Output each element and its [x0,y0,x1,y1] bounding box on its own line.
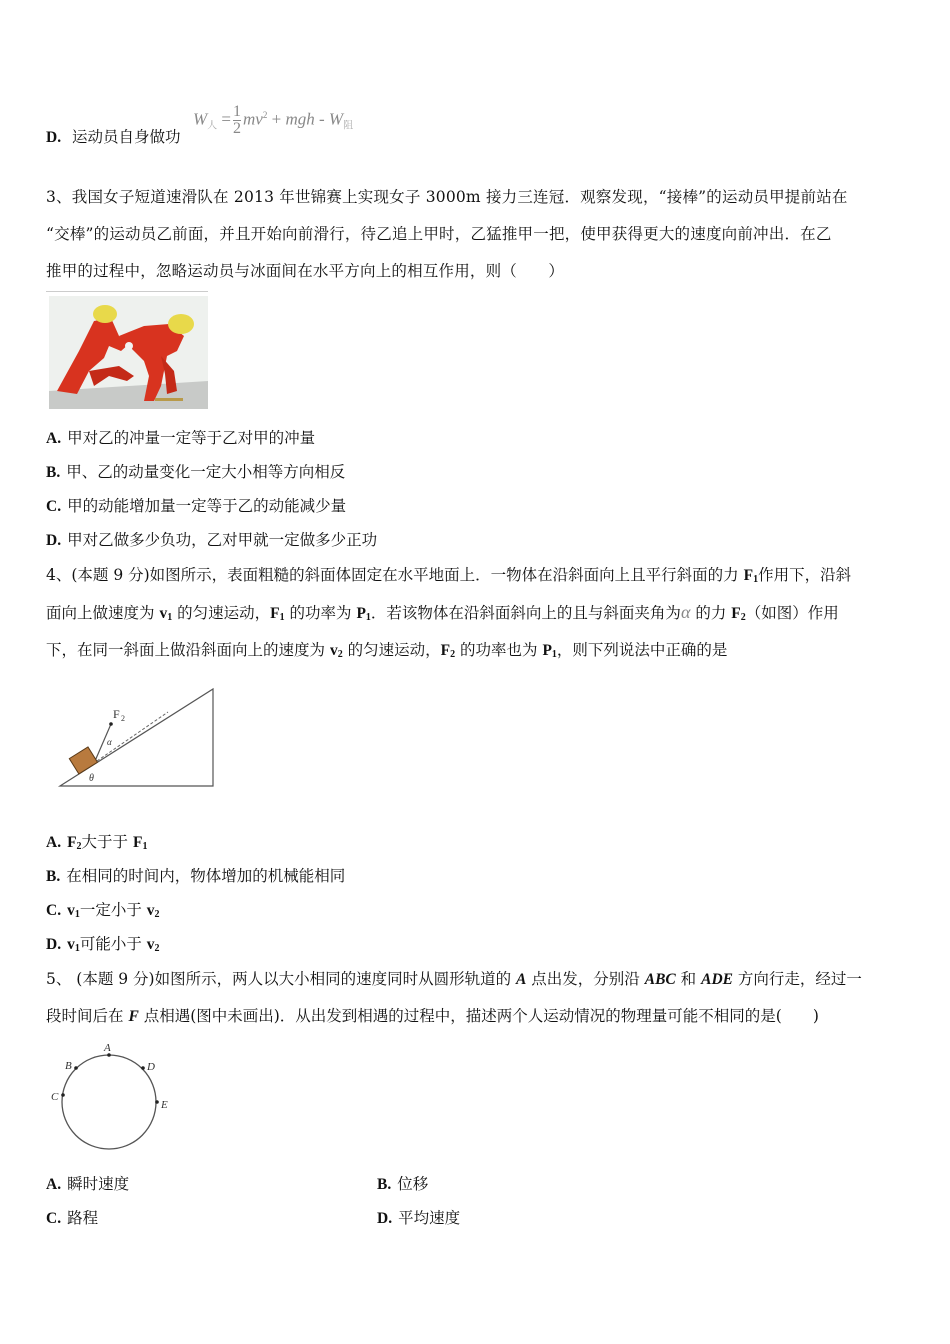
symbol-f: F [440,642,451,659]
option-label: A. [46,430,62,447]
symbol: v [146,936,155,953]
q4-stem-line-3 [46,640,727,665]
prev-option-d [46,127,181,148]
stem-text: 4、(本题 9 分)如图所示，表面粗糙的斜面体固定在水平地面上．一物体在沿斜面向上且平行斜面的力 [46,566,744,584]
formula-w: W [193,109,208,129]
label-c: C [51,1091,59,1103]
stem-text: 和 [675,970,702,988]
q5-option-d[interactable] [377,1208,460,1229]
stem-text: 的匀速运动， [342,641,441,659]
stem-text: 的匀速运动， [172,604,271,622]
subscript: 1 [753,574,759,585]
symbol: v [67,902,75,919]
symbol-p: P [356,605,366,622]
symbol-f: F [731,605,741,622]
q4-option-a[interactable] [46,832,147,857]
q3-option-b[interactable] [46,462,345,483]
path-abc: ABC [644,971,676,988]
circle-track-figure [45,1038,185,1158]
theta-label: θ [89,773,94,784]
stem-text: 的功率为 [284,604,357,622]
option-text: 路程 [67,1209,99,1227]
stem-text: 点出发，分别沿 [526,970,645,988]
option-label: C. [46,498,62,515]
option-text: 可能小于 [79,935,147,953]
stem-text: 作用下，沿斜 [758,566,852,584]
stem-text: （如图）作用 [745,604,839,622]
q4-stem-line-1 [46,565,851,590]
q5-option-c[interactable] [46,1208,98,1229]
formula-mgh: mgh [285,109,315,129]
subscript: 2 [154,909,160,920]
formula-eq: = [221,109,232,129]
subscript: 1 [279,612,285,623]
symbol-v: v [329,642,338,659]
q4-option-c[interactable] [46,900,160,925]
option-text: 甲、乙的动量变化一定大小相等方向相反 [66,463,346,481]
option-label: D. [377,1210,393,1227]
option-label: D. [46,129,62,146]
option-text: 甲对乙的冲量一定等于乙对甲的冲量 [67,429,316,447]
q3-stem-line-1: 3、我国女子短道速滑队在 2013 年世锦赛上实现女子 3000m 接力三连冠．观察发现，“接棒”的运动员甲提前站在 [46,188,848,206]
q4-stem-line-2 [46,602,839,628]
label-e: E [161,1099,168,1111]
symbol: F [67,834,77,851]
formula-sub: 人 [207,120,218,132]
label-d: D [147,1061,155,1073]
option-label: B. [46,868,61,885]
option-text: 平均速度 [398,1209,461,1227]
force-sub: 2 [121,714,125,723]
option-text: 甲的动能增加量一定等于乙的动能减少量 [67,497,347,515]
subscript: 2 [154,943,160,954]
option-text: 一定小于 [79,901,147,919]
image-divider [46,291,208,292]
subscript: 1 [74,909,80,920]
q5-option-a[interactable] [46,1174,129,1195]
formula-plus: + [271,109,282,129]
stem-text: ．若该物体在沿斜面斜向上的且与斜面夹角为 [370,604,681,622]
q5-stem-line-2 [46,1006,819,1027]
option-text: 甲对乙做多少负功，乙对甲就一定做多少正功 [67,531,378,549]
option-text: 瞬时速度 [67,1175,130,1193]
q3-option-c[interactable] [46,496,346,517]
point-f: F [128,1008,139,1025]
label-b: B [65,1060,72,1072]
subscript: 2 [740,612,746,623]
formula-mv: mv [243,109,263,129]
q4-option-d[interactable] [46,934,160,959]
option-text: 运动员自身做功 [72,128,181,146]
subscript: 1 [551,649,557,660]
symbol: F [132,834,143,851]
q3-stem-line-3: 推甲的过程中，忽略运动员与冰面间在水平方向上的相互作用，则（ ） [46,262,565,280]
incline-diagram-icon [55,685,220,793]
subscript: 1 [167,612,173,623]
stem-text: 下，在同一斜面上做沿斜面向上的速度为 [46,641,330,659]
q5-stem-line-1 [46,969,862,990]
subscript: 2 [337,649,343,660]
subscript: 1 [74,943,80,954]
point-a: A [516,971,527,988]
symbol-f: F [270,605,280,622]
stem-text: 5、 (本题 9 分)如图所示，两人以大小相同的速度同时从圆形轨道的 [46,970,517,988]
skaters-illustration-icon [49,296,208,409]
frac-den: 2 [233,120,242,137]
option-text: 位移 [397,1175,429,1193]
stem-text: ，则下列说法中正确的是 [556,641,728,659]
stem-text: 面向上做速度为 [46,604,160,622]
option-label: B. [46,464,61,481]
q3-option-d[interactable] [46,530,377,551]
formula-w-resist: W [328,109,344,129]
option-label: C. [46,1210,62,1227]
formula-fraction [233,104,241,137]
subscript: 2 [76,841,82,852]
subscript: 1 [142,841,148,852]
stem-text: 的功率也为 [455,641,543,659]
option-label: A. [46,1176,62,1193]
incline-figure [55,685,220,793]
q5-option-b[interactable] [377,1174,428,1195]
option-label: C. [46,902,62,919]
formula-minus: - [318,109,325,129]
option-label: D. [46,936,62,953]
stem-text: 段时间后在 [46,1007,129,1025]
q3-stem-line-2: “交棒”的运动员乙前面，并且开始向前滑行，待乙追上甲时，乙猛推甲一把，使甲获得更大的速度向前冲出．在乙 [46,225,832,243]
symbol-v: v [159,605,168,622]
frac-num: 1 [233,103,242,120]
stem-text: 方向行走，经过一 [732,970,862,988]
q4-option-b[interactable] [46,866,345,887]
option-label: B. [377,1176,392,1193]
option-label: A. [46,834,62,851]
alpha-label: α [107,737,112,747]
symbol-p: P [542,642,552,659]
symbol-alpha: α [680,602,691,622]
work-formula [193,104,353,137]
subscript: 1 [365,612,371,623]
label-a: A [104,1042,111,1054]
circle-track-diagram-icon [45,1038,185,1158]
stem-text: 的力 [690,604,732,622]
formula-sup: 2 [262,109,268,120]
symbol: v [67,936,75,953]
symbol: v [146,902,155,919]
option-label: D. [46,532,62,549]
path-ade: ADE [701,971,733,988]
formula-sub-resist: 阻 [343,120,354,132]
force-label: F [113,707,120,721]
speed-skaters-photo [49,296,208,409]
stem-text: 点相遇(图中未画出)．从出发到相遇的过程中，描述两个人运动情况的物理量可能不相同的是( ) [138,1007,819,1025]
q3-option-a[interactable] [46,428,315,449]
option-text: 大于于 [81,833,133,851]
subscript: 2 [450,649,456,660]
option-text: 在相同的时间内，物体增加的机械能相同 [66,867,346,885]
symbol-f: F [743,567,754,584]
